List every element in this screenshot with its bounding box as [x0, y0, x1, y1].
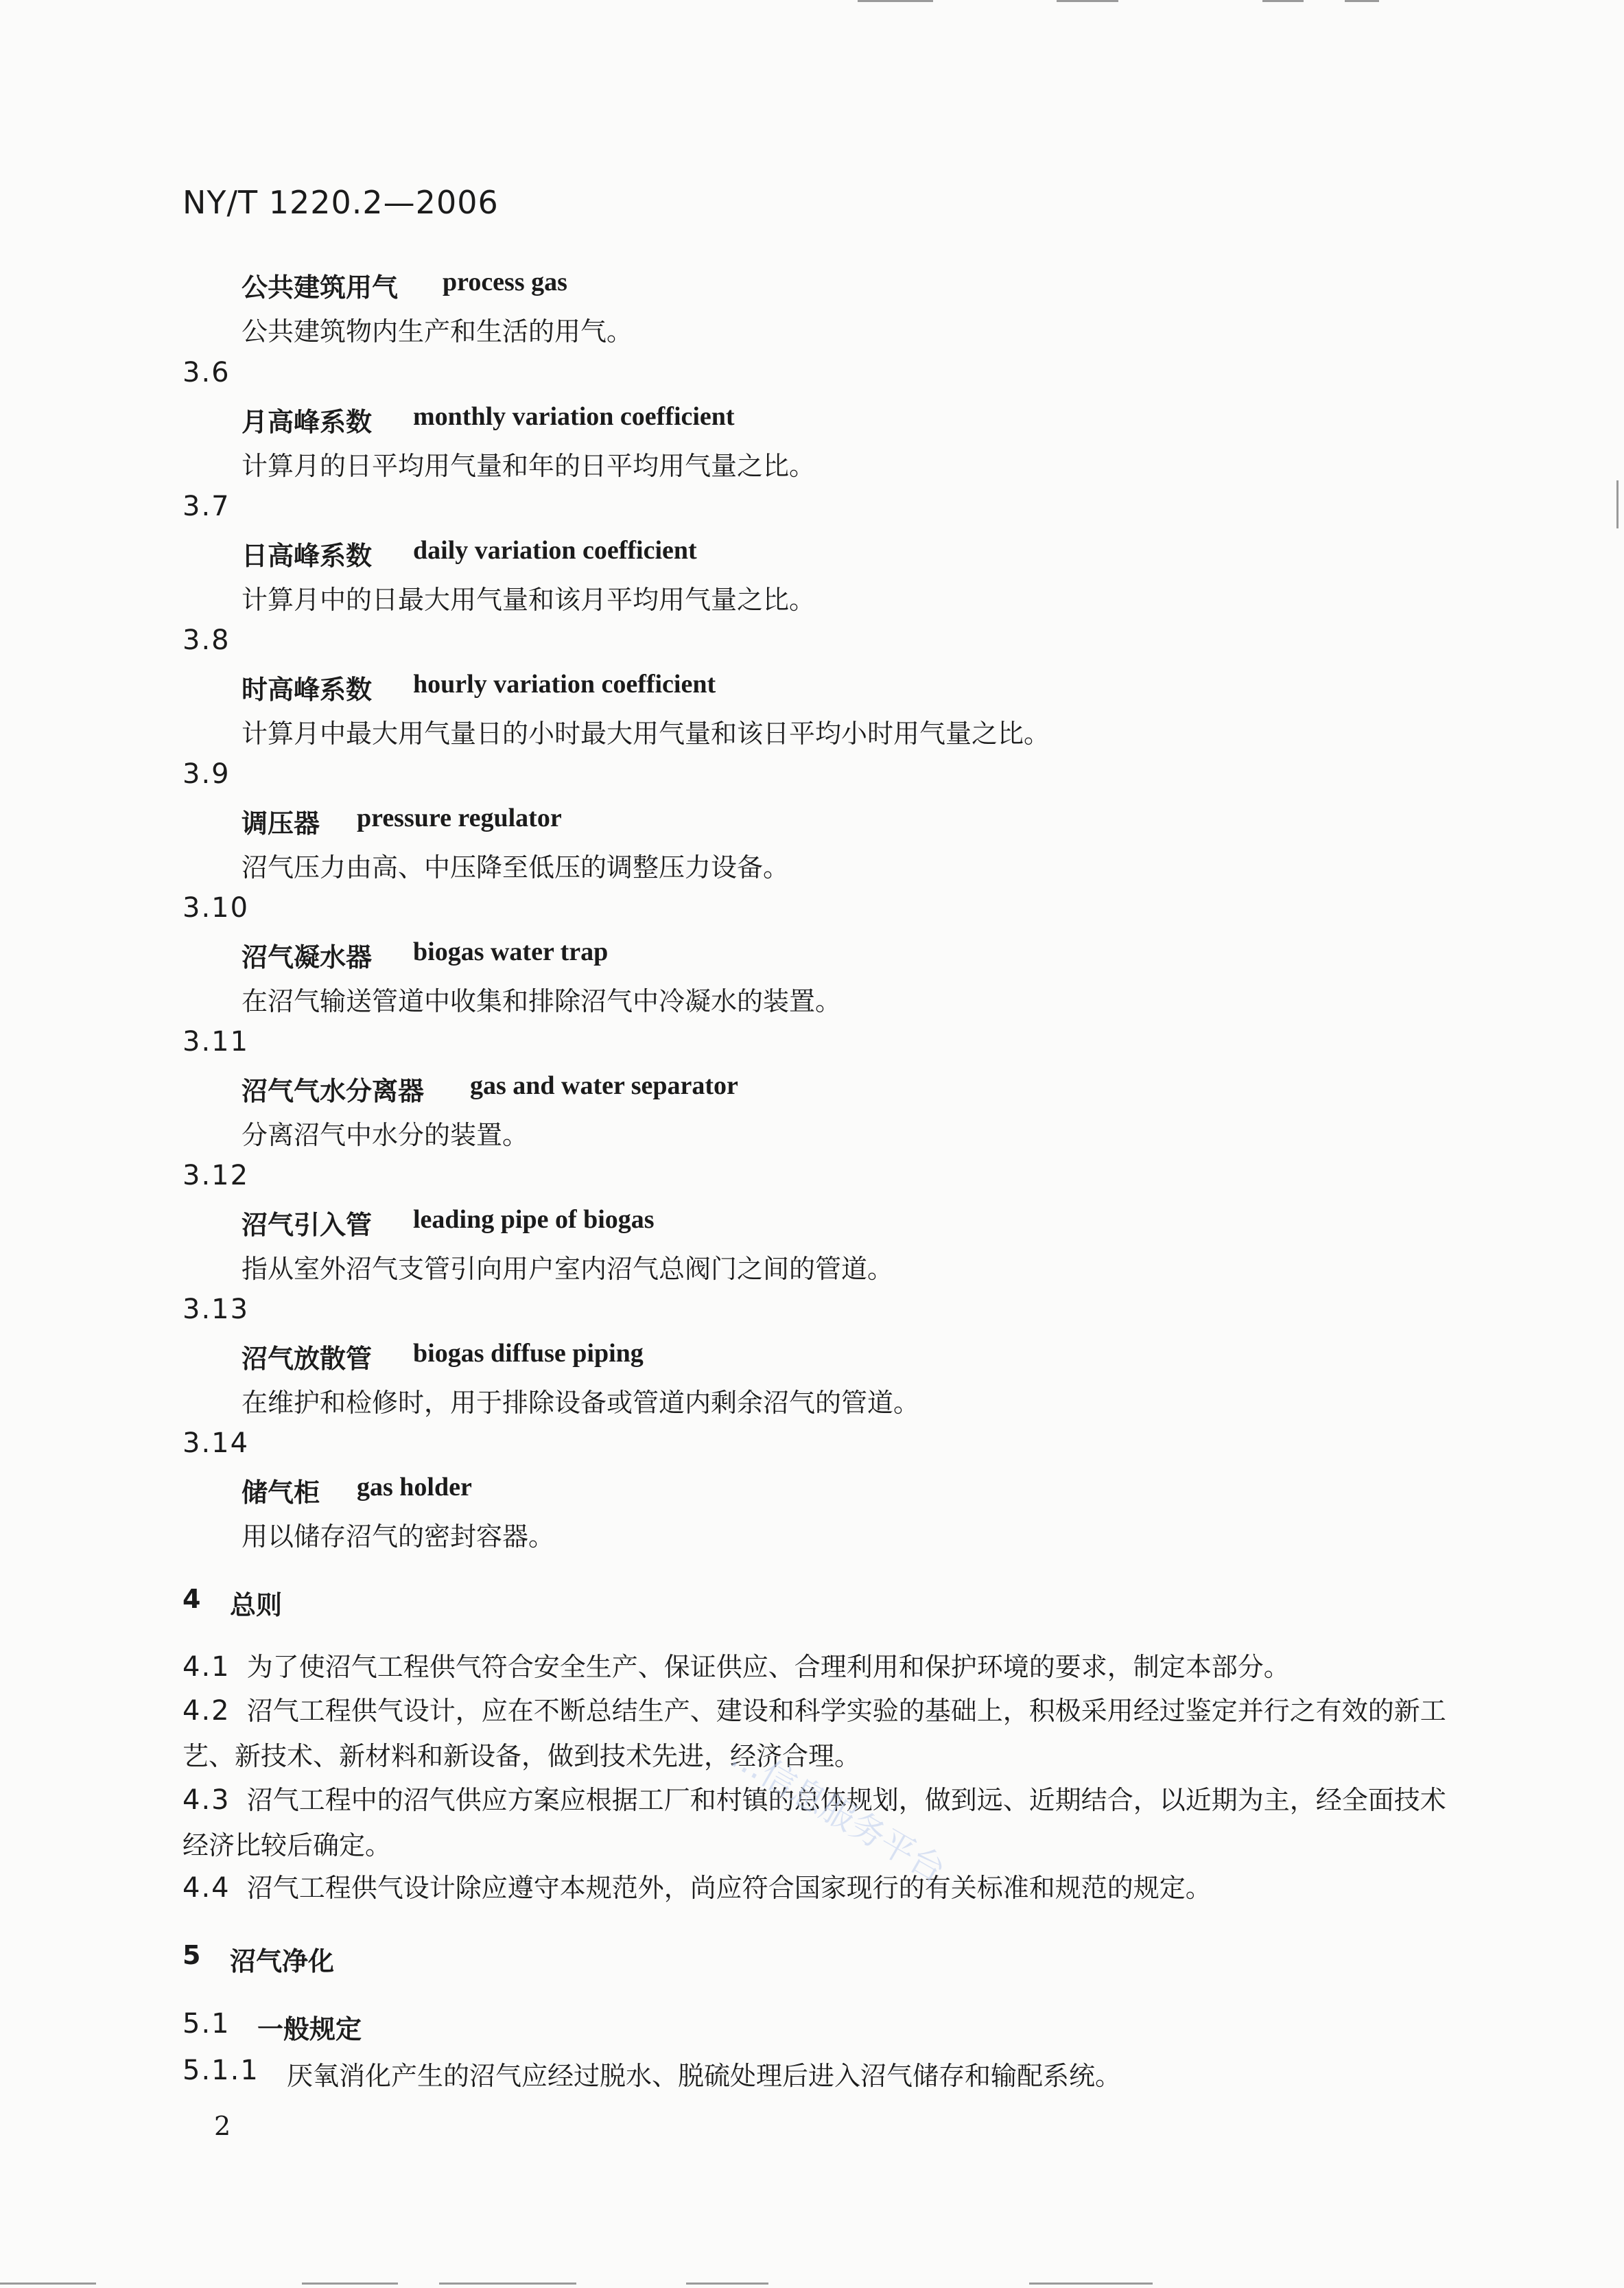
term-chinese: 月高峰系数 [242, 407, 373, 437]
term-number: 3.8 [183, 624, 231, 656]
scan-edge-mark [0, 2283, 96, 2285]
section-title: 沼气净化 [230, 1946, 335, 1976]
clause-number: 4.2 [183, 1695, 231, 1727]
scan-edge-mark [1262, 0, 1304, 2]
term-chinese: 日高峰系数 [242, 541, 373, 571]
clause-text: 为了使沼气工程供气符合安全生产、保证供应、合理利用和保护环境的要求，制定本部分。 [246, 1652, 1290, 1682]
clause-number: 4.1 [183, 1651, 231, 1683]
subsection-title: 一般规定 [257, 2014, 362, 2044]
term-number: 3.10 [183, 892, 250, 924]
term-definition: 计算月中的日最大用气量和该月平均用气量之比。 [242, 585, 816, 615]
scan-edge-mark [439, 2283, 576, 2285]
term-english: daily variation coefficient [413, 536, 697, 565]
term-chinese: 调压器 [242, 808, 320, 839]
section-number: 4 [183, 1584, 201, 1614]
term-english: gas holder [357, 1473, 472, 1502]
term-chinese: 储气柜 [242, 1478, 320, 1508]
clause-paragraph [183, 1644, 1452, 1690]
term-definition: 计算月的日平均用气量和年的日平均用气量之比。 [242, 451, 816, 481]
term-english: process gas [443, 268, 567, 296]
scan-edge-mark [1029, 2283, 1153, 2285]
term-number: 3.9 [183, 758, 231, 790]
term-definition: 在维护和检修时，用于排除设备或管道内剩余沼气的管道。 [242, 1388, 920, 1418]
term-number: 3.12 [183, 1160, 250, 1191]
scan-edge-mark [858, 0, 933, 2]
clause-number: 4.3 [183, 1784, 231, 1816]
term-definition: 公共建筑物内生产和生活的用气。 [242, 316, 633, 347]
clause-text: 沼气工程供气设计除应遵守本规范外，尚应符合国家现行的有关标准和规范的规定。 [246, 1873, 1212, 1903]
section-title: 总则 [230, 1590, 283, 1620]
clause-text: 沼气工程中的沼气供应方案应根据工厂和村镇的总体规划，做到远、近期结合，以近期为主，经全面技术经济比较后确定。 [183, 1785, 1446, 1860]
term-definition: 沼气压力由高、中压降至低压的调整压力设备。 [242, 852, 790, 883]
term-definition: 在沼气输送管道中收集和排除沼气中冷凝水的装置。 [242, 986, 842, 1016]
term-chinese: 沼气引入管 [242, 1210, 373, 1240]
term-number: 3.6 [183, 357, 231, 388]
standard-number: NY/T 1220.2—2006 [183, 184, 499, 221]
scan-edge-mark [302, 2283, 398, 2285]
term-number: 3.7 [183, 491, 231, 522]
term-chinese: 沼气凝水器 [242, 942, 373, 972]
term-chinese: 时高峰系数 [242, 675, 373, 705]
scan-edge-mark [1345, 0, 1379, 2]
clause-text: 沼气工程供气设计，应在不断总结生产、建设和科学实验的基础上，积极采用经过鉴定并行之有效的新工艺、新技术、新材料和新设备，做到技术先进，经济合理。 [183, 1696, 1446, 1771]
term-definition: 计算月中最大用气量日的小时最大用气量和该日平均小时用气量之比。 [242, 719, 1050, 749]
term-english: pressure regulator [357, 804, 562, 832]
scan-edge-mark [1057, 0, 1118, 2]
clause-paragraph [183, 1865, 1452, 1911]
term-definition: 用以储存沼气的密封容器。 [242, 1521, 555, 1552]
term-english: biogas water trap [413, 937, 609, 966]
section-number: 5 [183, 1940, 201, 1970]
term-english: biogas diffuse piping [413, 1339, 644, 1368]
term-definition: 指从室外沼气支管引向用户室内沼气总阀门之间的管道。 [242, 1254, 894, 1284]
term-english: monthly variation coefficient [413, 402, 735, 431]
term-definition: 分离沼气中水分的装置。 [242, 1120, 529, 1150]
term-chinese: 沼气放散管 [242, 1344, 373, 1374]
clause-number: 4.4 [183, 1872, 231, 1904]
scan-edge-mark [686, 2283, 768, 2285]
term-english: gas and water separator [470, 1071, 738, 1100]
clause-paragraph [183, 1688, 1452, 1779]
scan-edge-mark [1616, 480, 1619, 528]
clause-number: 5.1.1 [183, 2055, 259, 2086]
term-number: 3.13 [183, 1294, 250, 1325]
term-chinese: 公共建筑用气 [242, 272, 399, 303]
term-english: leading pipe of biogas [413, 1205, 655, 1234]
page-number: 2 [214, 2111, 231, 2141]
term-number: 3.14 [183, 1427, 250, 1459]
subsection-number: 5.1 [183, 2008, 231, 2040]
watermark: …信息服务平台 [724, 1736, 952, 1891]
term-chinese: 沼气气水分离器 [242, 1076, 425, 1106]
term-english: hourly variation coefficient [413, 670, 716, 699]
clause-text: 厌氧消化产生的沼气应经过脱水、脱硫处理后进入沼气储存和输配系统。 [287, 2061, 1122, 2091]
term-number: 3.11 [183, 1026, 250, 1058]
